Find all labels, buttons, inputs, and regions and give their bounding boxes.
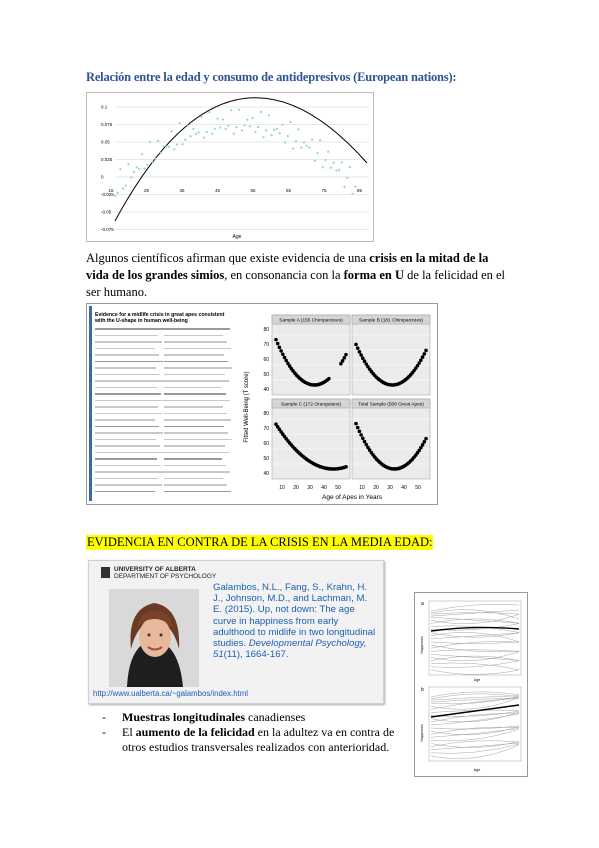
paper-text-line xyxy=(95,471,165,473)
paper-text-line xyxy=(164,361,228,363)
bullet-1-bold: Muestras longitudinales xyxy=(122,710,246,724)
data-point xyxy=(149,141,151,143)
data-point xyxy=(244,124,246,126)
panel-b-y-label: Happiness xyxy=(420,724,424,742)
data-point xyxy=(211,132,213,134)
data-point xyxy=(341,161,343,163)
paper-text-line xyxy=(95,465,161,467)
bullet-longitudinal xyxy=(102,710,402,725)
paper-text-line xyxy=(164,406,223,408)
data-point xyxy=(160,152,162,154)
data-point xyxy=(260,111,262,113)
data-point xyxy=(181,143,183,145)
y-tick-label: 0.05 xyxy=(101,139,110,145)
panel-a-y-label: Happiness xyxy=(420,636,424,654)
y-tick-label: -0.075 xyxy=(101,227,114,232)
citation-pages: (11), 1664-167. xyxy=(223,649,289,661)
paper-text-line xyxy=(164,328,230,330)
ape-data-point xyxy=(341,359,345,363)
data-point xyxy=(322,166,324,168)
paper-text-line xyxy=(164,341,227,343)
x-tick-label: 35 xyxy=(179,188,185,193)
data-point xyxy=(281,124,283,126)
data-point xyxy=(133,171,135,173)
data-point xyxy=(249,125,251,127)
data-point xyxy=(217,118,219,120)
panel-a-label: a xyxy=(421,601,424,607)
data-point xyxy=(352,193,354,195)
data-point xyxy=(276,128,278,130)
x-axis-label: Age xyxy=(232,234,242,240)
paper-text-line xyxy=(95,432,163,434)
y-tick-label: 0.025 xyxy=(101,157,113,162)
apes-x-tick: 40 xyxy=(401,485,407,491)
y-tick-label: 0.075 xyxy=(101,122,113,127)
data-point xyxy=(219,126,221,128)
data-point xyxy=(287,135,289,137)
data-point xyxy=(119,168,121,170)
data-point xyxy=(154,158,156,160)
antidepressant-age-chart xyxy=(86,92,374,242)
paper-text-line xyxy=(95,445,160,447)
apes-x-tick: 40 xyxy=(321,485,327,491)
data-point xyxy=(306,145,308,147)
data-point xyxy=(184,139,186,141)
apes-y-tick: 80 xyxy=(263,411,269,417)
paper-text-line xyxy=(164,445,225,447)
paper-text-line xyxy=(164,491,231,493)
apes-y-tick: 50 xyxy=(263,456,269,462)
para-bold-2: forma en U xyxy=(343,268,405,282)
data-point xyxy=(130,176,132,178)
paper-text-line xyxy=(95,387,157,389)
department-name: DEPARTMENT OF PSYCHOLOGY xyxy=(114,573,217,580)
data-point xyxy=(279,132,281,134)
apes-x-tick: 30 xyxy=(387,485,393,491)
bullet-1-rest: canadienses xyxy=(245,710,306,724)
data-point xyxy=(146,164,148,166)
data-point xyxy=(136,166,138,168)
apes-paragraph xyxy=(86,250,506,301)
data-point xyxy=(252,117,254,119)
data-point xyxy=(246,119,248,121)
data-point xyxy=(195,133,197,135)
apes-y-tick: 40 xyxy=(263,387,269,393)
ape-data-point xyxy=(422,352,426,356)
ape-data-point xyxy=(358,350,362,354)
y-tick-label: 0.1 xyxy=(101,104,108,110)
data-point xyxy=(265,129,267,131)
ape-data-point xyxy=(278,346,282,350)
x-tick-label: 65 xyxy=(285,188,292,193)
data-point xyxy=(289,121,291,123)
apes-x-tick: 30 xyxy=(307,485,313,491)
paper-text-line xyxy=(164,387,222,389)
data-point xyxy=(354,186,356,188)
data-point xyxy=(225,128,227,130)
ape-data-point xyxy=(419,358,423,362)
data-point xyxy=(198,131,200,133)
paper-page xyxy=(89,306,234,501)
paper-text-line xyxy=(164,354,224,356)
paper-text-line xyxy=(95,380,164,382)
data-point xyxy=(208,111,210,113)
data-point xyxy=(227,125,229,127)
paper-title: Evidence for a midlife crisis in great apes consistent with the U-shape in human well-being xyxy=(95,312,225,325)
data-point xyxy=(152,161,154,163)
paper-text-line xyxy=(95,439,156,441)
citation-plain: Galambos, N.L., Fang, S., Krahn, H. J., Johnson, M.D., and Lachman, M. E. (2015). Up, not down: The age curve in happiness from early adulthood to midlife in two longitudinal studies. xyxy=(213,582,376,650)
data-point xyxy=(192,128,194,130)
galambos-url-link[interactable]: http://www.ualberta.ca/~galambos/index.html xyxy=(93,689,248,698)
ualberta-logo-icon xyxy=(101,567,110,578)
paper-text-line xyxy=(164,432,228,434)
section-heading-evidence-against: EVIDENCIA EN CONTRA DE LA CRISIS EN LA MEDIA EDAD: xyxy=(87,535,433,549)
data-point xyxy=(254,131,256,133)
bullet-2-bold: aumento de la felicidad xyxy=(135,725,255,739)
y-tick-label: 0 xyxy=(101,174,104,180)
data-point xyxy=(300,146,302,148)
data-point xyxy=(190,135,192,137)
paper-text-line xyxy=(95,458,157,460)
paper-text-line xyxy=(95,452,164,454)
data-point xyxy=(114,195,116,197)
panel-title: Sample C (172 Orangutans) xyxy=(281,402,341,408)
data-point xyxy=(271,134,273,136)
data-point xyxy=(187,125,189,127)
data-point xyxy=(330,167,332,169)
apes-wellbeing-chart xyxy=(242,307,435,502)
x-tick-label: 45 xyxy=(214,188,221,193)
data-point xyxy=(238,109,240,111)
data-point xyxy=(314,160,316,162)
apes-paper-figure xyxy=(86,303,438,505)
ape-data-point xyxy=(421,443,425,447)
data-point xyxy=(319,139,321,141)
ape-data-point xyxy=(422,440,426,444)
section-heading-antidepressants: Relación entre la edad y consumo de antidepresivos (European nations): xyxy=(86,70,457,84)
data-point xyxy=(338,169,340,171)
bullet-happiness-increase xyxy=(102,725,402,755)
paper-text-line xyxy=(95,374,160,376)
data-point xyxy=(241,129,243,131)
ape-data-point xyxy=(421,355,425,359)
paper-text-line xyxy=(164,393,226,395)
panel-title: Total Sample (508 Great Apes) xyxy=(358,402,424,408)
data-point xyxy=(214,128,216,130)
antidepressant-age-plot xyxy=(87,93,373,241)
data-point xyxy=(346,177,348,179)
paper-text-line xyxy=(164,465,226,467)
evidence-bullets xyxy=(102,710,402,755)
data-point xyxy=(179,122,181,124)
x-tick-label: 15 xyxy=(108,188,114,193)
x-tick-label: 85 xyxy=(356,188,363,193)
ape-data-point xyxy=(359,353,363,357)
ape-data-point xyxy=(356,346,360,350)
ape-data-point xyxy=(354,422,358,426)
ape-data-point xyxy=(344,465,348,469)
panel-a-x-label: Age xyxy=(473,678,481,682)
data-point xyxy=(284,141,286,143)
paper-text-line xyxy=(95,406,158,408)
data-point xyxy=(117,192,119,194)
paper-text-line xyxy=(95,478,158,480)
paper-text-line xyxy=(95,491,155,493)
apes-x-tick: 50 xyxy=(415,485,421,491)
paper-text-line xyxy=(164,380,229,382)
apes-y-tick: 50 xyxy=(263,372,269,378)
citation-text: Galambos, N.L., Fang, S., Krahn, H. J., Johnson, M.D., and Lachman, M. E. (2015). Up, not down: The age curve in happiness from early adulthood to midlife in two longitudinal studies. Developmental Psychology, 51(11), 1664-167. xyxy=(213,582,376,661)
happiness-trajectories-figure xyxy=(414,592,528,777)
paper-text-line xyxy=(164,413,227,415)
apes-x-tick: 10 xyxy=(279,485,285,491)
data-point xyxy=(308,147,310,149)
data-point xyxy=(141,153,143,155)
paper-text-line xyxy=(95,354,159,356)
data-point xyxy=(157,140,159,142)
ape-data-point xyxy=(356,426,360,430)
paper-text-line xyxy=(164,439,232,441)
panel-title: Sample B (181 Chimpanzees) xyxy=(359,318,423,324)
ape-data-point xyxy=(359,433,363,437)
apes-y-tick: 80 xyxy=(263,327,269,333)
data-point xyxy=(257,126,259,128)
bullet-2-rest: en la adultez va en contra de otros estudios transversales realizados con anterioridad. xyxy=(122,725,395,754)
paper-text-line xyxy=(164,484,227,486)
x-tick-label: 55 xyxy=(250,188,256,193)
data-point xyxy=(125,185,127,187)
data-point xyxy=(273,129,275,131)
paper-text-line xyxy=(95,426,159,428)
ape-data-point xyxy=(281,352,285,356)
data-point xyxy=(298,128,300,130)
data-point xyxy=(327,151,329,153)
para-bold-1: crisis en la mitad de la vida de los grandes simios xyxy=(86,251,489,282)
apes-x-label: Age of Apes in Years xyxy=(322,494,382,501)
paper-text-line xyxy=(95,328,165,330)
data-point xyxy=(200,116,202,118)
ape-data-point xyxy=(344,353,348,357)
data-point xyxy=(171,130,173,132)
galambos-citation-card xyxy=(88,560,384,704)
paper-text-line xyxy=(95,367,156,369)
data-point xyxy=(343,186,345,188)
paper-text-line xyxy=(164,419,231,421)
paper-text-line xyxy=(95,413,162,415)
data-point xyxy=(303,141,305,143)
paper-text-line xyxy=(95,419,155,421)
data-point xyxy=(138,168,140,170)
paper-text-line xyxy=(164,471,230,473)
ape-data-point xyxy=(342,356,346,360)
apes-y-tick: 60 xyxy=(263,441,269,447)
paper-text-line xyxy=(95,393,161,395)
data-point xyxy=(165,146,167,148)
apes-x-tick: 10 xyxy=(359,485,365,491)
apes-x-tick: 50 xyxy=(335,485,341,491)
happiness-trajectories-plot xyxy=(415,593,527,776)
ape-data-point xyxy=(424,437,428,441)
data-point xyxy=(122,187,124,189)
data-point xyxy=(230,109,232,111)
data-point xyxy=(235,126,237,128)
x-tick-label: 25 xyxy=(143,188,150,193)
apes-y-tick: 40 xyxy=(263,471,269,477)
data-point xyxy=(173,148,175,150)
paper-text-line xyxy=(164,452,229,454)
ape-data-point xyxy=(276,342,280,346)
paper-text-line xyxy=(164,400,230,402)
ape-data-point xyxy=(354,343,358,347)
data-point xyxy=(176,143,178,145)
apes-y-tick: 70 xyxy=(263,426,269,432)
data-point xyxy=(333,162,335,164)
panel-b-label: b xyxy=(421,687,424,693)
x-tick-label: 75 xyxy=(321,188,327,193)
ape-data-point xyxy=(283,356,287,360)
paper-text-line xyxy=(95,484,162,486)
paper-text-line xyxy=(164,348,231,350)
panel-title: Sample A (155 Chimpanzees) xyxy=(279,318,343,324)
data-point xyxy=(325,159,327,161)
university-name: UNIVERSITY OF ALBERTA xyxy=(114,566,196,573)
panel-b-x-label: Age xyxy=(473,768,481,772)
ape-data-point xyxy=(327,377,331,381)
data-point xyxy=(206,131,208,133)
ape-data-point xyxy=(363,440,367,444)
data-point xyxy=(295,140,297,142)
para-text-2: , en consonancia con la xyxy=(224,268,344,282)
paper-text-line xyxy=(164,426,224,428)
citation-journal: Developmental Psychology xyxy=(248,638,364,650)
data-point xyxy=(349,166,351,168)
paper-side-bar xyxy=(89,306,92,501)
paper-text-line xyxy=(164,478,223,480)
paper-text-line xyxy=(164,458,222,460)
para-text-1: Algunos científicos afirman que existe evidencia de una xyxy=(86,251,370,265)
data-point xyxy=(203,136,205,138)
ape-data-point xyxy=(361,436,365,440)
author-photo xyxy=(109,589,199,687)
apes-y-label: Fitted Well-Being (T score) xyxy=(244,371,250,443)
ape-data-point xyxy=(279,349,283,353)
data-point xyxy=(316,152,318,154)
ape-data-point xyxy=(424,349,428,353)
data-point xyxy=(222,118,224,120)
citation-volume: 51 xyxy=(213,649,224,661)
data-point xyxy=(262,136,264,138)
paper-text-line xyxy=(164,335,223,337)
paper-text-line xyxy=(95,361,163,363)
data-point xyxy=(233,132,235,134)
data-point xyxy=(168,146,170,148)
y-tick-label: -0.05 xyxy=(101,209,112,215)
data-point xyxy=(163,145,165,147)
apes-y-tick: 70 xyxy=(263,342,269,348)
paper-text-line xyxy=(95,335,158,337)
ape-data-point xyxy=(274,338,278,342)
data-point xyxy=(127,163,129,165)
paper-text-line xyxy=(164,367,232,369)
apes-x-tick: 20 xyxy=(373,485,379,491)
y-tick-label: -0.025 xyxy=(101,192,114,197)
para-text-3: de la felicidad en el ser humano. xyxy=(86,268,506,299)
data-point xyxy=(335,169,337,171)
apes-x-tick: 20 xyxy=(293,485,299,491)
paper-text-line xyxy=(164,374,225,376)
paper-text-line xyxy=(95,348,155,350)
bullet-2-pre: El xyxy=(122,725,136,739)
paper-text-line xyxy=(95,400,165,402)
apes-y-tick: 60 xyxy=(263,357,269,363)
ape-data-point xyxy=(358,430,362,434)
data-point xyxy=(292,147,294,149)
data-point xyxy=(144,167,146,169)
data-point xyxy=(268,114,270,116)
paper-text-line xyxy=(95,341,162,343)
data-point xyxy=(311,138,313,140)
